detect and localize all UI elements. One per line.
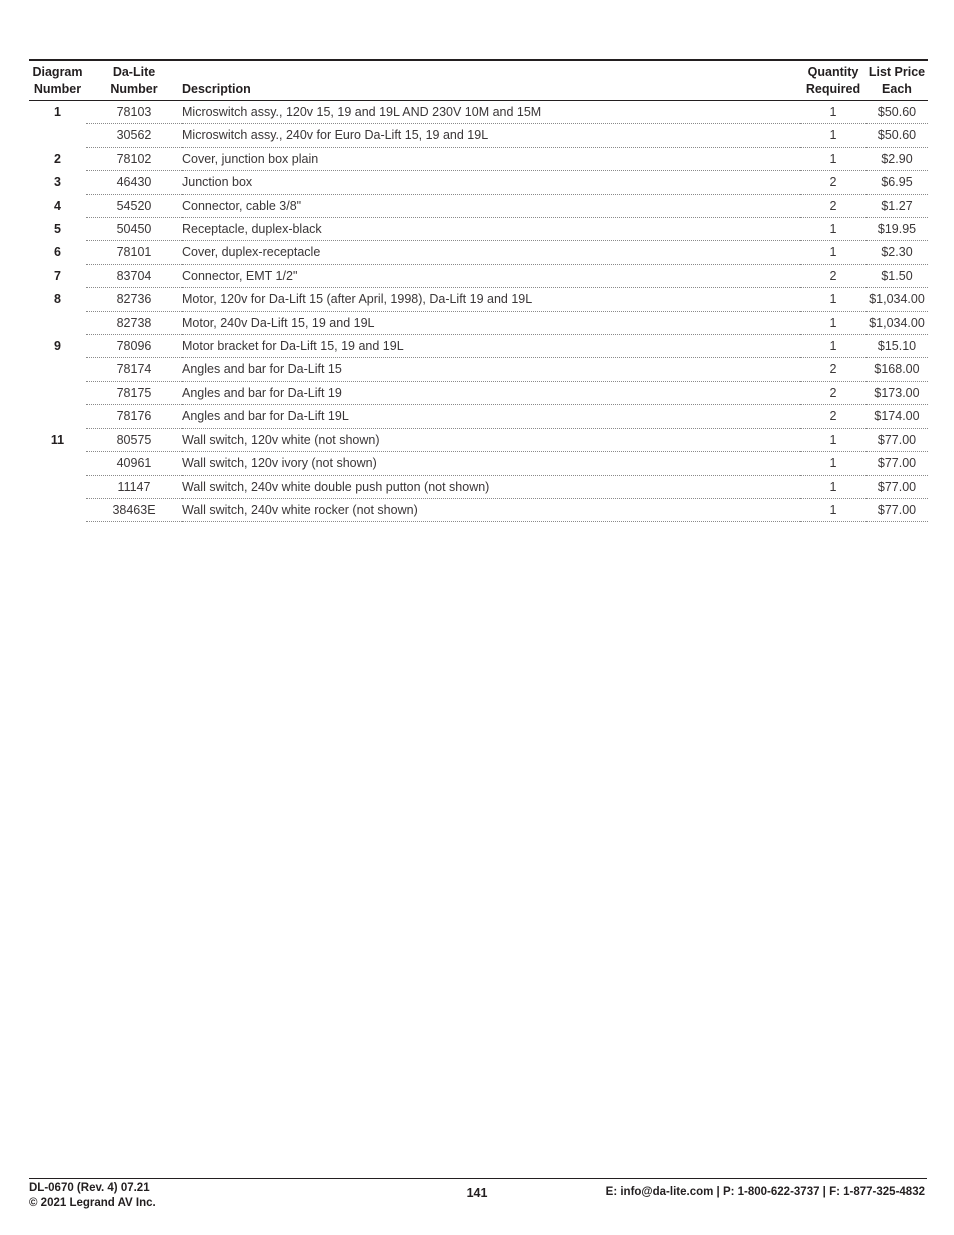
cell-quantity: 1 <box>800 124 866 147</box>
cell-description: Cover, junction box plain <box>182 147 800 170</box>
cell-quantity: 1 <box>800 218 866 241</box>
cell-description: Wall switch, 120v ivory (not shown) <box>182 452 800 475</box>
cell-description: Cover, duplex-receptacle <box>182 241 800 264</box>
cell-list-price: $168.00 <box>866 358 928 381</box>
cell-quantity: 2 <box>800 381 866 404</box>
header-price-line2: Each <box>882 82 912 96</box>
header-quantity-required <box>800 61 866 101</box>
table-row <box>29 194 928 217</box>
header-dalite-line1: Da-Lite <box>112 65 156 79</box>
table-row <box>29 311 928 334</box>
cell-dalite-number: 50450 <box>86 218 182 241</box>
table-row <box>29 147 928 170</box>
table-row <box>29 358 928 381</box>
cell-list-price: $77.00 <box>866 428 928 451</box>
cell-diagram-number: 4 <box>54 198 61 213</box>
cell-diagram-number <box>29 498 86 521</box>
cell-quantity: 1 <box>800 498 866 521</box>
cell-description: Wall switch, 120v white (not shown) <box>182 428 800 451</box>
table-row <box>29 498 928 521</box>
cell-diagram-number: 1 <box>54 105 61 120</box>
footer-copyright: © 2021 Legrand AV Inc. <box>29 1197 156 1209</box>
footer-doc-id: DL-0670 (Rev. 4) 07.21 <box>29 1182 150 1194</box>
cell-list-price: $174.00 <box>866 405 928 428</box>
cell-diagram-number <box>29 475 86 498</box>
footer-rule <box>29 1178 927 1179</box>
cell-list-price: $2.90 <box>866 147 928 170</box>
table-row <box>29 381 928 404</box>
cell-quantity: 2 <box>800 171 866 194</box>
cell-quantity: 1 <box>800 475 866 498</box>
cell-dalite-number: 54520 <box>86 194 182 217</box>
header-diagram-number <box>29 61 86 101</box>
cell-diagram-number: 9 <box>54 339 61 354</box>
cell-dalite-number: 83704 <box>86 264 182 287</box>
cell-list-price: $1,034.00 <box>866 288 928 311</box>
cell-diagram-number: 7 <box>54 268 61 283</box>
cell-dalite-number: 78174 <box>86 358 182 381</box>
cell-dalite-number: 46430 <box>86 171 182 194</box>
cell-quantity: 1 <box>800 288 866 311</box>
cell-description: Wall switch, 240v white rocker (not shown) <box>182 498 800 521</box>
cell-dalite-number: 30562 <box>86 124 182 147</box>
cell-dalite-number: 82736 <box>86 288 182 311</box>
parts-table-container <box>29 59 928 522</box>
cell-list-price: $173.00 <box>866 381 928 404</box>
table-row <box>29 428 928 451</box>
cell-list-price: $15.10 <box>866 335 928 358</box>
header-price-line1: List Price <box>868 65 926 79</box>
cell-description: Connector, EMT 1/2" <box>182 264 800 287</box>
table-row <box>29 335 928 358</box>
cell-dalite-number: 78175 <box>86 381 182 404</box>
footer-doc-info <box>29 1181 156 1211</box>
table-row <box>29 218 928 241</box>
cell-description: Microswitch assy., 120v 15, 19 and 19L AND 230V 10M and 15M <box>182 101 800 124</box>
header-dalite-line2: Number <box>110 82 158 96</box>
cell-description: Angles and bar for Da-Lift 19L <box>182 405 800 428</box>
cell-list-price: $6.95 <box>866 171 928 194</box>
table-row <box>29 241 928 264</box>
cell-list-price: $1,034.00 <box>866 311 928 334</box>
cell-dalite-number: 78103 <box>86 101 182 124</box>
cell-quantity: 1 <box>800 147 866 170</box>
cell-description: Microswitch assy., 240v for Euro Da-Lift 15, 19 and 19L <box>182 124 800 147</box>
table-row <box>29 405 928 428</box>
cell-dalite-number: 78101 <box>86 241 182 264</box>
header-list-price <box>866 61 928 101</box>
cell-diagram-number: 8 <box>54 292 61 307</box>
table-row <box>29 452 928 475</box>
table-row <box>29 475 928 498</box>
cell-diagram-number: 5 <box>54 222 61 237</box>
cell-list-price: $1.50 <box>866 264 928 287</box>
footer-page-number: 141 <box>466 1186 488 1200</box>
parts-table <box>29 61 928 522</box>
cell-description: Motor, 240v Da-Lift 15, 19 and 19L <box>182 311 800 334</box>
cell-list-price: $77.00 <box>866 475 928 498</box>
cell-dalite-number: 82738 <box>86 311 182 334</box>
cell-quantity: 1 <box>800 101 866 124</box>
cell-description: Wall switch, 240v white double push putton (not shown) <box>182 475 800 498</box>
cell-description: Motor bracket for Da-Lift 15, 19 and 19L <box>182 335 800 358</box>
cell-diagram-number: 6 <box>54 245 61 260</box>
table-row <box>29 288 928 311</box>
cell-list-price: $77.00 <box>866 452 928 475</box>
cell-quantity: 1 <box>800 241 866 264</box>
cell-quantity: 2 <box>800 358 866 381</box>
cell-quantity: 1 <box>800 311 866 334</box>
cell-diagram-number <box>29 311 86 334</box>
header-diagram-line1: Diagram <box>32 65 83 79</box>
header-description: Description <box>182 61 800 101</box>
cell-list-price: $1.27 <box>866 194 928 217</box>
cell-quantity: 2 <box>800 405 866 428</box>
cell-diagram-number <box>29 405 86 428</box>
table-row <box>29 264 928 287</box>
cell-diagram-number: 11 <box>50 432 65 447</box>
cell-diagram-number <box>29 358 86 381</box>
cell-diagram-number: 3 <box>54 175 61 190</box>
footer-contact-info: E: info@da-lite.com | P: 1-800-622-3737 | F: 1-877-325-4832 <box>605 1186 925 1198</box>
cell-quantity: 2 <box>800 264 866 287</box>
cell-quantity: 2 <box>800 194 866 217</box>
cell-dalite-number: 78102 <box>86 147 182 170</box>
header-quantity-line1: Quantity <box>807 65 859 79</box>
cell-diagram-number <box>29 124 86 147</box>
cell-description: Receptacle, duplex-black <box>182 218 800 241</box>
cell-description: Junction box <box>182 171 800 194</box>
header-dalite-number <box>86 61 182 101</box>
cell-diagram-number: 2 <box>54 151 61 166</box>
cell-description: Angles and bar for Da-Lift 15 <box>182 358 800 381</box>
table-header-row <box>29 61 928 101</box>
cell-quantity: 1 <box>800 335 866 358</box>
cell-quantity: 1 <box>800 428 866 451</box>
cell-description: Motor, 120v for Da-Lift 15 (after April, 1998), Da-Lift 19 and 19L <box>182 288 800 311</box>
cell-list-price: $77.00 <box>866 498 928 521</box>
parts-table-body <box>29 101 928 522</box>
header-diagram-line2: Number <box>33 82 82 96</box>
cell-dalite-number: 11147 <box>86 475 182 498</box>
cell-diagram-number <box>29 452 86 475</box>
cell-list-price: $50.60 <box>866 124 928 147</box>
cell-dalite-number: 78096 <box>86 335 182 358</box>
cell-quantity: 1 <box>800 452 866 475</box>
cell-diagram-number <box>29 381 86 404</box>
cell-dalite-number: 38463E <box>86 498 182 521</box>
cell-description: Connector, cable 3/8" <box>182 194 800 217</box>
table-row <box>29 101 928 124</box>
cell-list-price: $50.60 <box>866 101 928 124</box>
header-quantity-line2: Required <box>805 82 861 96</box>
cell-description: Angles and bar for Da-Lift 19 <box>182 381 800 404</box>
cell-list-price: $19.95 <box>866 218 928 241</box>
cell-list-price: $2.30 <box>866 241 928 264</box>
table-row <box>29 124 928 147</box>
table-row <box>29 171 928 194</box>
cell-dalite-number: 40961 <box>86 452 182 475</box>
cell-dalite-number: 78176 <box>86 405 182 428</box>
cell-dalite-number: 80575 <box>86 428 182 451</box>
